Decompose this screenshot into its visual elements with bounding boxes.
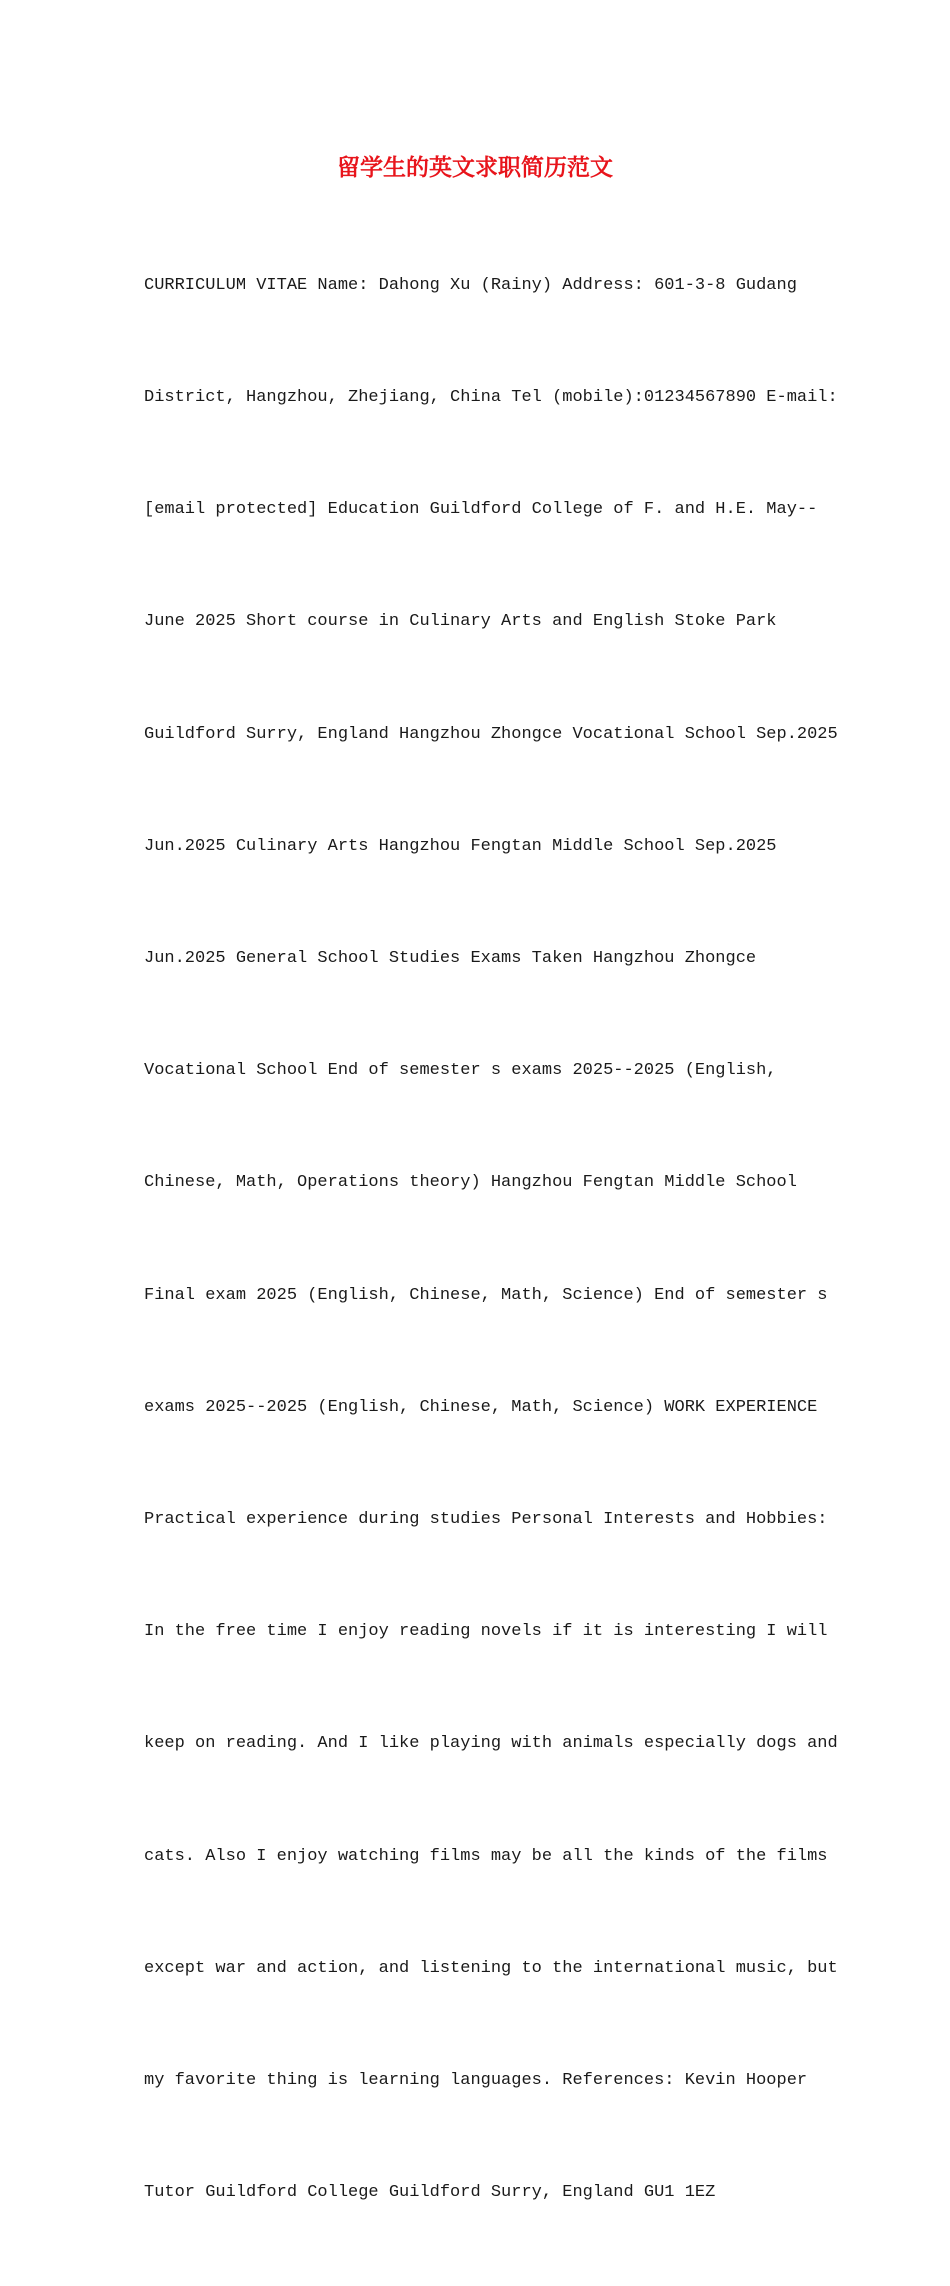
body-line: Jun.2025 General School Studies Exams Taken Hangzhou Zhongce: [144, 949, 757, 969]
body-line: CURRICULUM VITAE Name: Dahong Xu (Rainy) Address: 601-3-8 Gudang: [144, 275, 797, 295]
body-line: District, Hangzhou, Zhejiang, China Tel (mobile):01234567890 E-mail:: [144, 388, 838, 408]
body-line: cats. Also I enjoy watching films may be all the kinds of the films: [144, 1846, 828, 1866]
body-line: Guildford Surry, England Hangzhou Zhongce Vocational School Sep.2025: [144, 724, 838, 744]
body-line: Vocational School End of semester s exams 2025--2025 (English,: [144, 1061, 777, 1081]
body-line: Tutor Guildford College Guildford Surry, England GU1 1EZ: [144, 2183, 716, 2203]
body-line: Jun.2025 Culinary Arts Hangzhou Fengtan Middle School Sep.2025: [144, 836, 777, 856]
document-title: 留学生的英文求职简历范文: [337, 154, 613, 181]
body-line: June 2025 Short course in Culinary Arts and English Stoke Park: [144, 612, 777, 632]
body-line: my favorite thing is learning languages. References: Kevin Hooper: [144, 2071, 808, 2091]
body-line: In the free time I enjoy reading novels if it is interesting I will: [144, 1622, 828, 1642]
body-line: [email protected] Education Guildford College of F. and H.E. May--: [144, 500, 818, 520]
body-line: Chinese, Math, Operations theory) Hangzhou Fengtan Middle School: [144, 1173, 797, 1193]
document-body: [144, 192, 838, 2286]
body-line: Final exam 2025 (English, Chinese, Math, Science) End of semester s: [144, 1285, 828, 1305]
body-line: keep on reading. And I like playing with animals especially dogs and: [144, 1734, 838, 1754]
body-line: Practical experience during studies Personal Interests and Hobbies:: [144, 1510, 828, 1530]
body-line: exams 2025--2025 (English, Chinese, Math, Science) WORK EXPERIENCE: [144, 1397, 818, 1417]
body-line: except war and action, and listening to the international music, but: [144, 1958, 838, 1978]
